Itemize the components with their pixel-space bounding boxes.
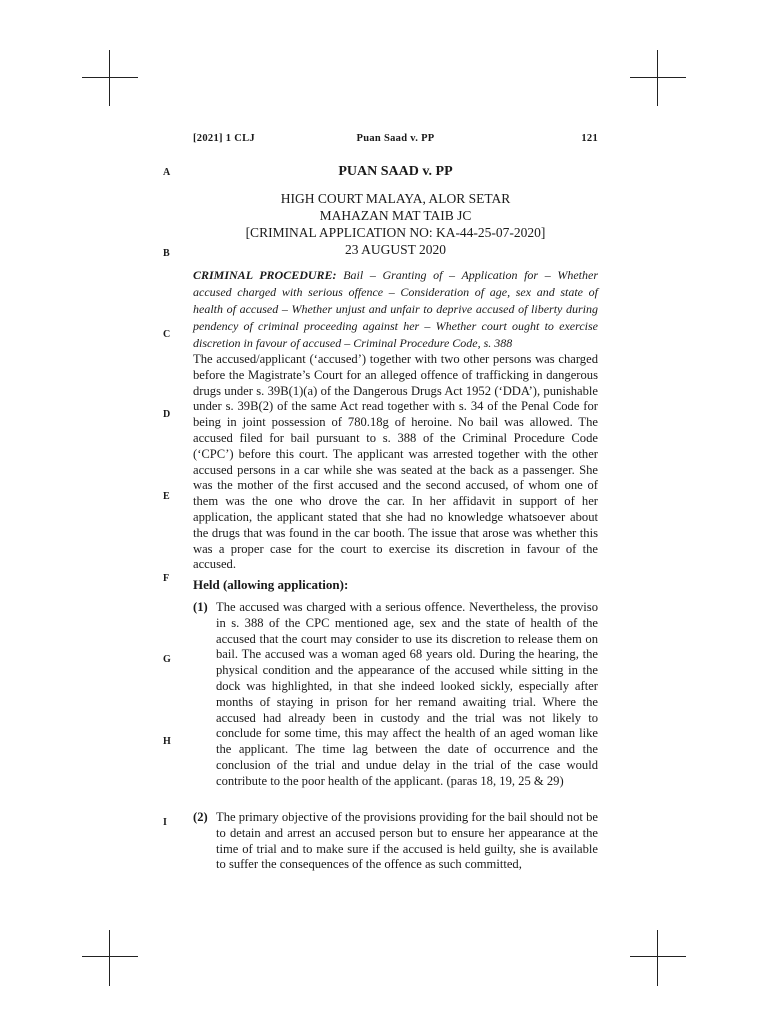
court-name: HIGH COURT MALAYA, ALOR SETAR (280, 191, 511, 206)
margin-letter-i: I (163, 817, 167, 828)
decision-date: 23 AUGUST 2020 (344, 242, 446, 257)
catchwords-text: Bail – Granting of – Application for – Whether accused charged with serious offence – Consideration of age, sex and state of health of accused – Whether unjust and unfair to deprive accused of liberty during pendency of criminal proceeding against her – Whether court ought to exercise discretion in favour of accused – Criminal Procedure Code, s. 388 (193, 268, 598, 350)
crop-mark (630, 956, 686, 957)
running-case-name: Puan Saad v. PP (356, 133, 435, 144)
margin-letter-g: G (163, 654, 171, 665)
holding-text: The accused was charged with a serious offence. Nevertheless, the proviso in s. 388 of the CPC mentioned age, sex and the state of health of the accused that the court may consider to use its discretion to release them on bail. The accused was a woman aged 68 years old. During the hearing, the physical condition and the appearance of the accused while sitting in the dock was highlighted, in that she indeed looked sickly, especially after months of staying in prison for her remand awaiting trial. Where the accused had already been in custody and the trial was not likely to conclude for some time, this may affect the health of an aged woman like the applicant. The time lag between the date of occurrence and the conclusion of the trial and undue delay in the trial of the case would contribute to the poor health of the applicant. (paras 18, 19, 25 & 29) (216, 600, 598, 788)
crop-mark (657, 930, 658, 986)
crop-mark (82, 956, 138, 957)
catchwords-heading: CRIMINAL PROCEDURE: (193, 268, 337, 282)
margin-letter-e: E (163, 491, 170, 502)
application-number: [CRIMINAL APPLICATION NO: KA-44-25-07-2020] (245, 225, 546, 240)
margin-letter-c: C (163, 329, 171, 340)
court-details (193, 190, 598, 258)
margin-letter-f: F (163, 573, 170, 584)
held-heading: Held (allowing application): (193, 577, 349, 592)
case-title: PUAN SAAD v. PP (338, 164, 453, 179)
margin-letter-d: D (163, 409, 171, 420)
catchwords (193, 267, 598, 352)
margin-letter-a: A (163, 167, 171, 178)
holding-1 (193, 600, 598, 790)
crop-mark (82, 77, 138, 78)
margin-letter-b: B (163, 248, 170, 259)
margin-letter-h: H (163, 736, 171, 747)
crop-mark (109, 50, 110, 106)
citation: [2021] 1 CLJ (193, 133, 255, 144)
crop-mark (109, 930, 110, 986)
case-summary: The accused/applicant (‘accused’) together with two other persons was charged before the Magistrate’s Court for an alleged offence of trafficking in dangerous drugs under s. 39B(1)(a) of the Dangerous Drugs Act 1952 (‘DDA’), punishable under s. 39B(2) of the same Act read together with s. 34 of the Penal Code for being in joint possession of 780.18g of heroine. No bail was allowed. The accused filed for bail pursuant to s. 388 of the Criminal Procedure Code (‘CPC’) before this court. The applicant was arrested together with the other accused persons in a car while she was seated at the back as a passenger. She was the mother of the first accused and the second accused, of whom one of them was the one who drove the car. In her affidavit in support of her application, the applicant stated that she had no knowledge whatsoever about the drugs that was found in the car booth. The issue that arose was whether this was a proper case for the court to exercise its discretion in favour of the accused. (193, 352, 598, 572)
holding-text: The primary objective of the provisions providing for the bail should not be to detain and arrest an accused person but to ensure her appearance at the time of trial and to make sure if the accused is held guilty, she is available to suffer the consequences of the offence as such committed, (216, 810, 598, 872)
page-number: 121 (581, 133, 598, 144)
crop-mark (630, 77, 686, 78)
crop-mark (657, 50, 658, 106)
holding-number: (1) (193, 600, 208, 614)
judge-name: MAHAZAN MAT TAIB JC (319, 208, 472, 223)
holding-number: (2) (193, 810, 208, 824)
holding-2 (193, 810, 598, 873)
